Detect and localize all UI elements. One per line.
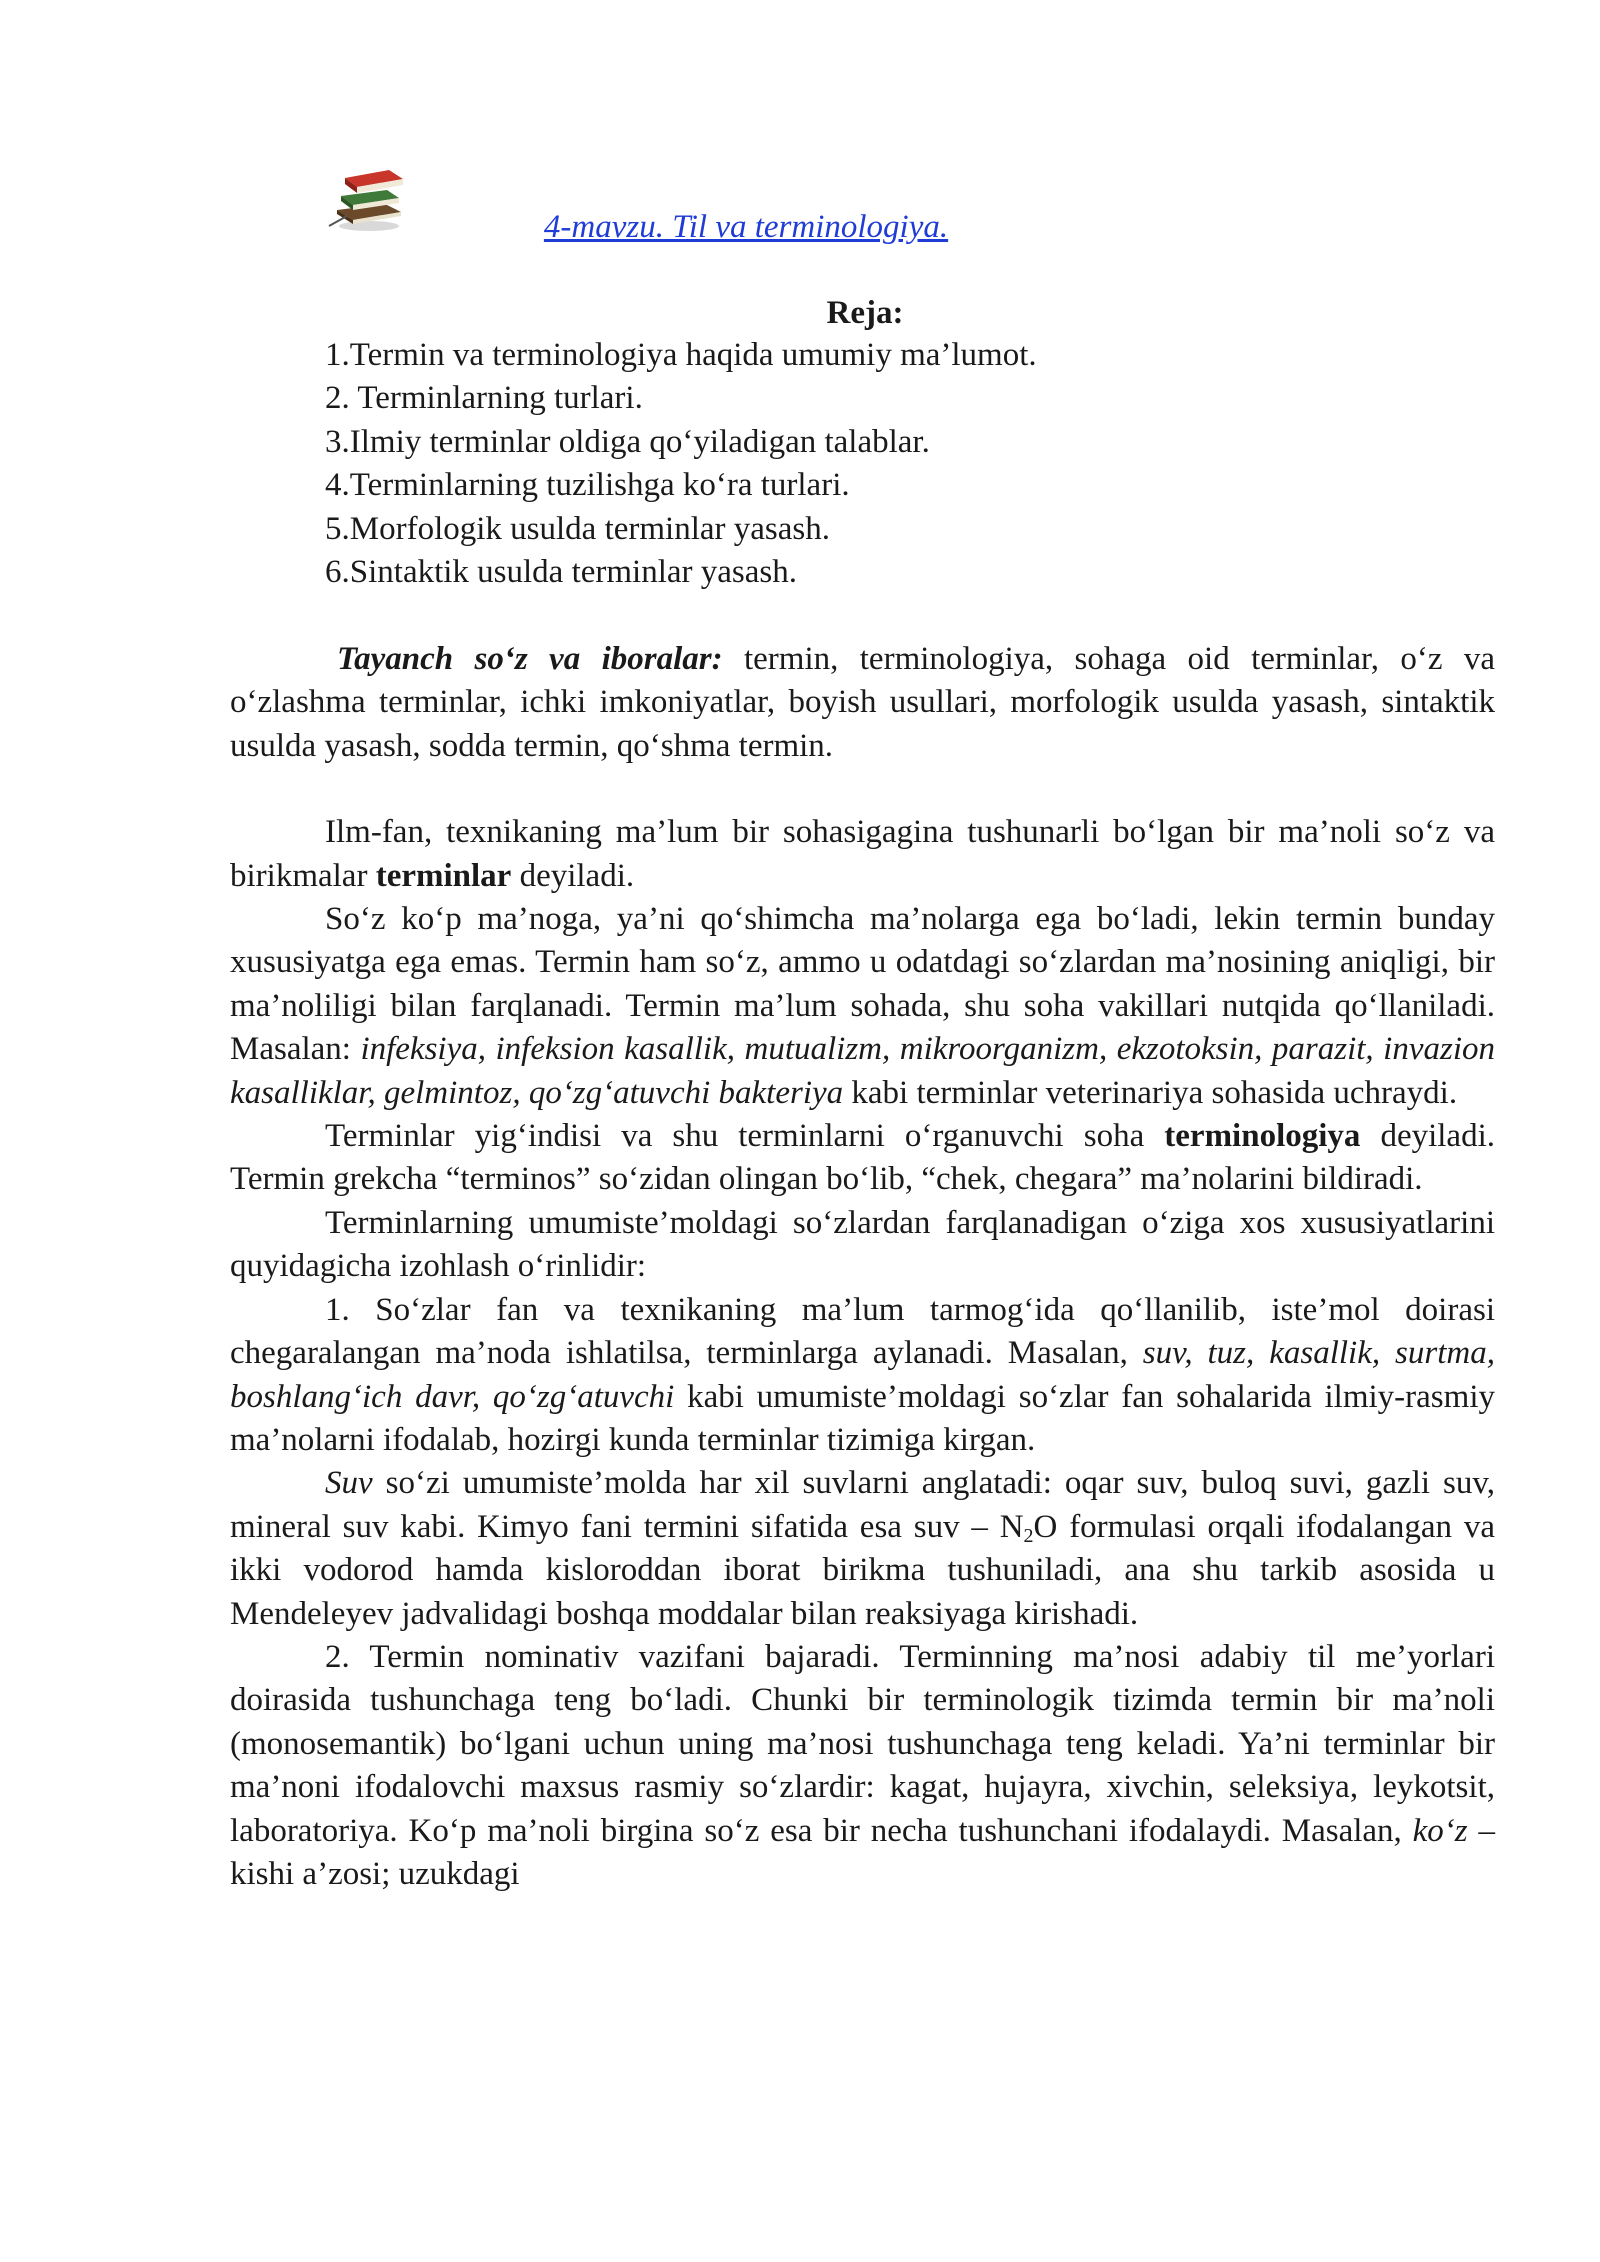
- plan-item: 3.Ilmiy terminlar oldiga qo‘yiladigan talablar.: [325, 423, 930, 460]
- text-run: deyiladi.: [511, 857, 635, 894]
- paragraph-point-1: [230, 1289, 1495, 1463]
- text-run: Terminlar yig‘indisi va shu terminlarni o‘rganuvchi soha: [325, 1118, 1165, 1155]
- paragraph-features: Terminlarning umumiste’moldagi so‘zlardan farqlanadigan o‘ziga xos xususiyatlarini quyidagicha izohlash o‘rinlidir:: [230, 1204, 1495, 1285]
- text-run: 1. So‘zlar fan va texnikaning ma’lum tarmog‘ida qo‘llanilib, iste’mol doirasi chegaralangan ma’noda ishlatilsa, terminlarga aylanadi. Masalan,: [230, 1291, 1495, 1372]
- text-run: Ilm-fan, texnikaning ma’lum bir sohasigagina tushunarli bo‘lgan bir ma’noli so‘z va birikmalar: [230, 814, 1495, 894]
- text-run: O formulasi orqali ifodalangan va ikki vodorod hamda kisloroddan iborat birikma tushuniladi, ana shu tarkib asosida u Mendeleyev jadvalidagi boshqa moddalar bilan reaksiyaga kirishadi.: [230, 1508, 1495, 1632]
- text-run: so‘zi umumiste’molda har xil suvlarni anglatadi: oqar suv, buloq suvi, gazli suv, mineral suv kabi. Kimyo fani termini sifatida esa suv – N: [230, 1465, 1495, 1545]
- plan-item: 2. Terminlarning turlari.: [325, 380, 643, 417]
- paragraph-definition: [230, 811, 1495, 898]
- plan-item: 4.Terminlarning tuzilishga ko‘ra turlari.: [325, 467, 850, 504]
- text-run: – kishi a’zosi; uzukdagi: [230, 1812, 1495, 1892]
- text-run: kabi umumiste’moldagi so‘zlar fan sohalarida ilmiy-rasmiy ma’nolarni ifodalab, hozirgi kunda terminlar tizimiga kirgan.: [230, 1378, 1495, 1458]
- bold-term: terminologiya: [1164, 1118, 1361, 1155]
- paragraph-meaning: [230, 898, 1495, 1115]
- paragraph-terminology: [230, 1115, 1495, 1202]
- paragraph-point-2: [230, 1636, 1495, 1896]
- plan-heading: Reja:: [826, 295, 904, 331]
- text-run: So‘z ko‘p ma’noga, ya’ni qo‘shimcha ma’nolarga ega bo‘ladi, lekin termin bunday xususiyatga ega emas. Termin ham so‘z, ammo u odatdagi so‘zlardan ma’nosining aniqligi, bir ma’noliligi bilan farqlanadi. Termin ma’lum sohada, shu soha vakillari nutqida qo‘llaniladi. Masalan:: [230, 901, 1495, 1068]
- subscript: 2: [1023, 1524, 1034, 1547]
- italic-examples: suv, tuz, kasallik, surtma, boshlang‘ich davr, qo‘zg‘atuvchi: [230, 1335, 1495, 1415]
- italic-examples: infeksiya, infeksion kasallik, mutualizm, mikroorganizm, ekzotoksin, parazit, invazion kasalliklar, gelmintoz, qo‘zg‘atuvchi bakteriya: [230, 1031, 1495, 1111]
- text-run: 2. Termin nominativ vazifani bajaradi. Terminning ma’nosi adabiy til me’yorlari doirasida tushunchaga teng bo‘ladi. Chunki bir terminologik tizimda termin bir ma’noli (monosemantik) bo‘lgani uchun uning ma’nosi tushunchaga teng keladi. Ya’ni terminlar bir ma’noni ifodalovchi maxsus rasmiy so‘zlardir: kagat, hujayra, xivchin, seleksiya, leykotsit, laboratoriya. Ko‘p ma’noli birgina so‘z esa bir necha tushunchani ifodalaydi. Masalan,: [230, 1638, 1495, 1849]
- paragraph-water: [230, 1462, 1495, 1636]
- document-body: [230, 638, 1495, 1896]
- bold-term: terminlar: [375, 857, 512, 894]
- keywords-label: Tayanch so‘z va iboralar:: [337, 641, 723, 677]
- title-link[interactable]: 4-mavzu. Til va terminologiya.: [543, 209, 949, 245]
- plan-item: 5.Morfologik usulda terminlar yasash.: [325, 510, 830, 547]
- plan-item: 6.Sintaktik usulda terminlar yasash.: [325, 554, 798, 591]
- italic-word: Suv: [325, 1465, 373, 1502]
- keywords-text: termin, terminologiya, sohaga oid terminlar, o‘z va o‘zlashma terminlar, ichki imkoniyatlar, boyish usullari, morfologik usulda yasash, sintaktik usulda yasash, sodda termin, qo‘shma termin.: [230, 641, 1495, 764]
- plan-item: 1.Termin va terminologiya haqida umumiy ma’lumot.: [325, 337, 1037, 373]
- text-run: deyiladi. Termin grekcha “terminos” so‘zidan olingan bo‘lib, “chek, chegara” ma’nolarini bildiradi.: [230, 1118, 1495, 1198]
- plan-list: [325, 334, 1037, 594]
- italic-word: ko‘z: [1412, 1812, 1468, 1849]
- keywords-paragraph: [230, 638, 1495, 768]
- page-title[interactable]: [0, 206, 1492, 249]
- text-run: kabi terminlar veterinariya sohasida uchraydi.: [843, 1074, 1458, 1111]
